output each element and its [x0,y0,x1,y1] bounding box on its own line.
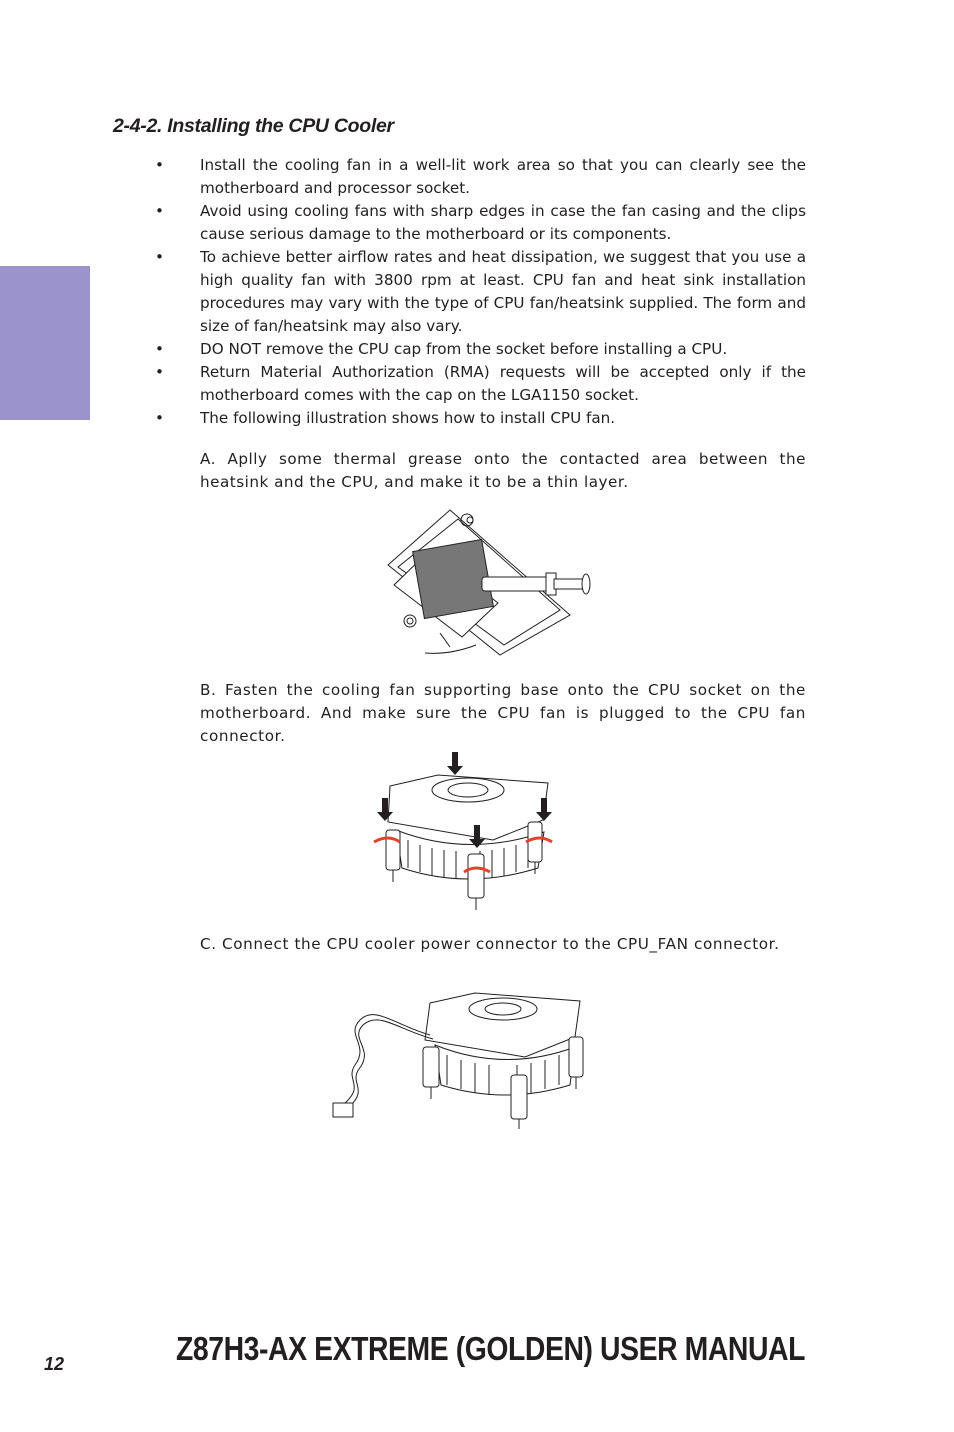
step-a-text: A. Aplly some thermal grease onto the contacted area between the heatsink and the CPU, and make it to be a thin layer. [200,450,806,491]
section-title: 2-4-2. Installing the CPU Cooler [113,115,394,137]
precaution-list [150,154,806,430]
page-number: 12 [44,1354,65,1374]
list-item: • Return Material Authorization (RMA) requests will be accepted only if the motherboard comes with the cap on the LGA1150 socket. [155,363,806,404]
manual-title: Z87H3-AX EXTREME (GOLDEN) USER MANUAL [176,1330,805,1367]
bullet-icon: • [155,248,164,266]
bullet-icon: • [155,156,164,174]
fan-mounting-illustration [368,750,558,912]
list-item: • Avoid using cooling fans with sharp edges in case the fan casing and the clips cause serious damage to the motherboard or its components. [155,202,806,243]
list-item: • The following illustration shows how to install CPU fan. [150,407,806,430]
bullet-icon: • [155,409,164,427]
list-item: • Install the cooling fan in a well-lit work area so that you can clearly see the motherboard and processor socket. [155,156,806,197]
bullet-icon: • [155,363,164,381]
list-item: • To achieve better airflow rates and heat dissipation, we suggest that you use a high quality fan with 3800 rpm at least. CPU fan and heat sink installation procedures may vary with the type of CPU fan/heatsink supplied. The form and size of fan/heatsink may also vary. [155,248,806,335]
step-c-text: C. Connect the CPU cooler power connector to the CPU_FAN connector. [200,935,780,953]
fan-power-connector-illustration [325,985,595,1130]
list-item: • DO NOT remove the CPU cap from the socket before installing a CPU. [150,338,806,361]
bullet-icon: • [155,340,164,358]
thermal-grease-illustration [380,505,600,660]
chapter-side-tab [0,266,90,420]
bullet-icon: • [155,202,164,220]
step-b-text: B. Fasten the cooling fan supporting base onto the CPU socket on the motherboard. And make sure the CPU fan is plugged to the CPU fan connector. [200,681,806,745]
